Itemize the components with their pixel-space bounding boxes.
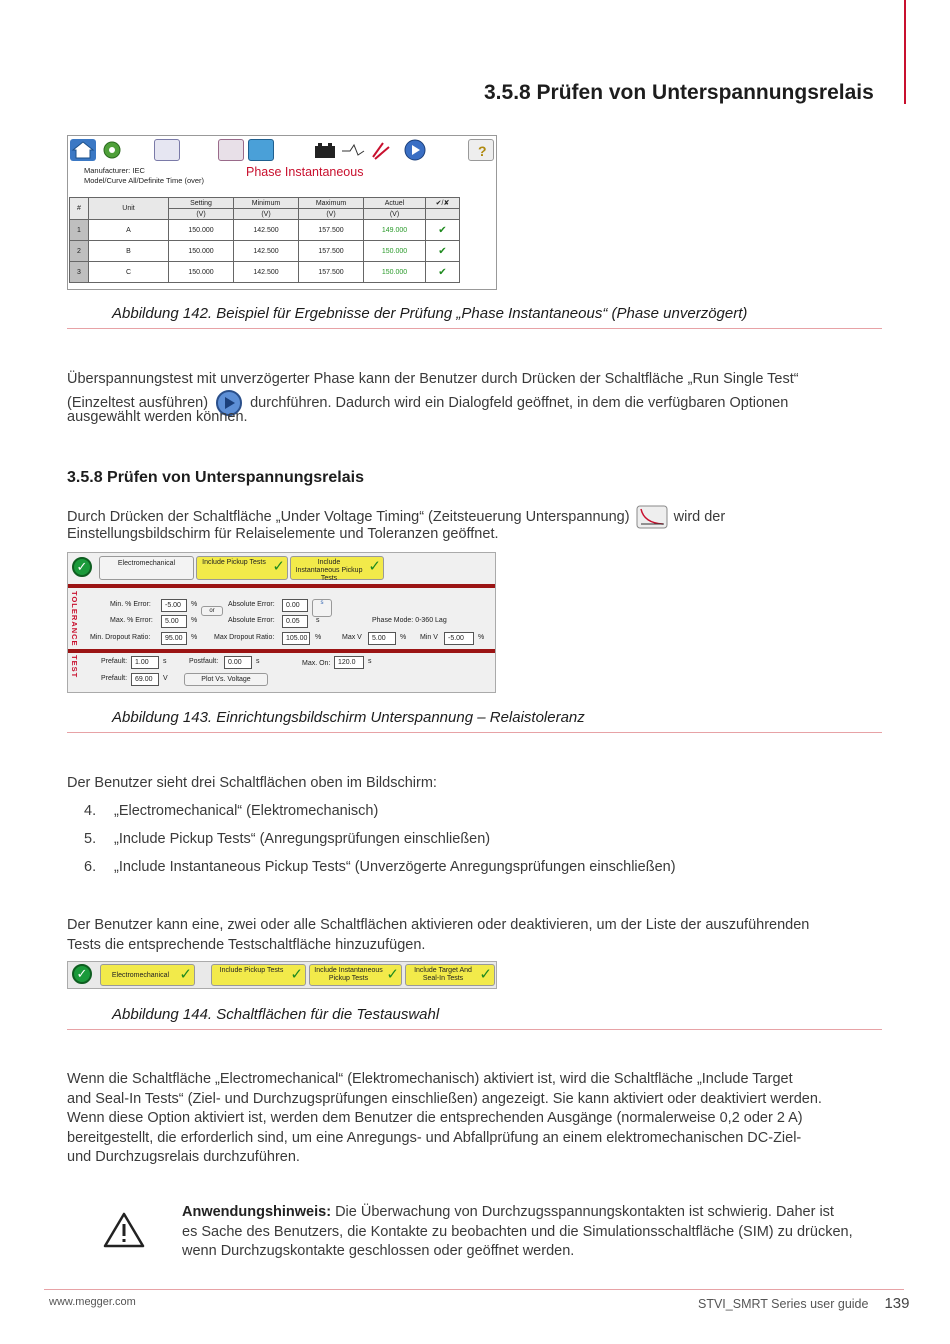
row-index: 1 xyxy=(70,220,89,241)
col-pass-header: ✔/✘ xyxy=(426,198,460,209)
row-minimum: 142.500 xyxy=(234,241,299,262)
paragraph-run-single-test xyxy=(67,370,882,427)
row-minimum: 142.500 xyxy=(234,262,299,283)
row-actual: 150.000 xyxy=(364,262,426,283)
prefault-time-label: Prefault: xyxy=(101,658,128,665)
row-unit: B xyxy=(89,241,169,262)
col-index-header: # xyxy=(70,198,89,220)
paragraph-under-voltage: Durch Drücken der Schaltfläche „Under Voltage Timing“ (Zeitsteuerung Unterspannung) wird der Einstellungsbildschirm für Relaiselemente und Toleranzen geöffnet. xyxy=(67,505,882,545)
electromechanical-button[interactable]: Electromechanical ✓ xyxy=(100,964,195,986)
prefault-voltage-input[interactable]: 69.00 xyxy=(131,673,159,686)
warning-icon xyxy=(103,1211,145,1254)
min-error-label: Min. % Error: xyxy=(110,601,151,608)
row-maximum: 157.500 xyxy=(299,262,364,283)
figure-142-caption: Abbildung 142. Beispiel für Ergebnisse der Prüfung „Phase Instantaneous“ (Phase unverzögert) xyxy=(112,305,748,322)
col-minimum-header: Minimum xyxy=(234,198,299,209)
caption-divider xyxy=(67,328,882,329)
tolerance-label: TOLERANCE xyxy=(70,591,79,647)
col-unit-header: Unit xyxy=(89,198,169,220)
para-line: (Einzeltest ausführen) durchführen. Dadurch wird ein Dialogfeld geöffnet, in dem die verfügbaren Optionen xyxy=(67,390,882,412)
include-pickup-tests-button[interactable]: Include Pickup Tests ✓ xyxy=(196,556,288,580)
plot-vs-voltage-button[interactable]: Plot Vs. Voltage xyxy=(184,673,268,686)
lightning-icon[interactable] xyxy=(367,139,393,161)
row-maximum: 157.500 xyxy=(299,241,364,262)
seconds-toggle[interactable]: s xyxy=(312,599,332,617)
electromechanical-button[interactable]: Electromechanical xyxy=(99,556,194,580)
max-dropout-input[interactable]: 105.00 xyxy=(282,632,310,645)
pass-check-icon: ✔ xyxy=(426,262,460,283)
row-unit: C xyxy=(89,262,169,283)
col-setting-header: Setting xyxy=(169,198,234,209)
phase-instantaneous-screenshot xyxy=(67,135,497,290)
max-v-label: Max V xyxy=(342,634,362,641)
manufacturer-label: Manufacturer: IEC xyxy=(84,166,145,175)
battery-icon[interactable] xyxy=(312,139,338,161)
test-label: TEST xyxy=(70,655,79,679)
checkmark-icon: ✓ xyxy=(272,558,285,575)
max-error-input[interactable]: 5.00 xyxy=(161,615,187,628)
row-actual: 150.000 xyxy=(364,241,426,262)
include-instantaneous-pickup-button[interactable]: Include Instantaneous Pickup Tests ✓ xyxy=(309,964,402,986)
model-label: Model/Curve All/Definite Time (over) xyxy=(84,176,205,185)
paragraph-activate-buttons: Der Benutzer kann eine, zwei oder alle Schaltflächen aktivieren oder deaktivieren, um der Liste der auszuführenden Tests die entsprechende Testschaltfläche hinzuzufügen. xyxy=(67,917,810,953)
row-setting: 150.000 xyxy=(169,241,234,262)
under-voltage-setup-screenshot: ✓ Electromechanical Include Pickup Tests ✓ Include Instantaneous Pickup Tests ✓ TOLERANCE Min. % Error: -5.00 % Max. % Error: 5.00 % or Absolute Error: 0.00 s Absolute Error: 0.05 s Phase Mode: 0-360 Lag Min. Dropout Ratio: 95.00 % Max Dropout Ratio: 105.00 % Max V 5.00 % Min V -5.00 % TEST Prefault: 1.00 s Postfault: 0.00 s Max. On: 120.0 s Prefault: 69.00 V Plot Vs. Voltage xyxy=(67,552,496,693)
run-single-test-icon[interactable] xyxy=(402,139,428,161)
row-setting: 150.000 xyxy=(169,220,234,241)
row-maximum: 157.500 xyxy=(299,220,364,241)
svg-text:?: ? xyxy=(478,143,487,159)
phase-mode-label: Phase Mode: 0-360 Lag xyxy=(372,617,447,624)
test-selection-buttons-screenshot xyxy=(67,961,497,989)
postfault-label: Postfault: xyxy=(189,658,219,665)
help-icon[interactable] xyxy=(468,139,494,161)
row-unit: A xyxy=(89,220,169,241)
figure-143-caption: Abbildung 143. Einrichtungsbildschirm Unterspannung – Relaistoleranz xyxy=(112,709,585,726)
page-title: 3.5.8 Prüfen von Unterspannungsrelais xyxy=(484,81,874,104)
min-error-input[interactable]: -5.00 xyxy=(161,599,187,612)
checkmark-icon[interactable]: ✓ xyxy=(72,964,92,984)
checkmark-icon: ✓ xyxy=(179,966,192,983)
max-on-label: Max. On: xyxy=(302,660,331,667)
or-toggle[interactable]: or xyxy=(201,606,223,616)
footer-guide: STVI_SMRT Series user guide 139 xyxy=(698,1295,910,1312)
table-row xyxy=(70,241,460,262)
header-accent-bar xyxy=(904,0,906,104)
row-index: 3 xyxy=(70,262,89,283)
list-item: 6. „Include Instantaneous Pickup Tests“ (Unverzögerte Anregungsprüfungen einschließen) xyxy=(84,859,676,875)
figure-144-caption: Abbildung 144. Schaltflächen für die Testauswahl xyxy=(112,1006,440,1023)
row-setting: 150.000 xyxy=(169,262,234,283)
postfault-input[interactable]: 0.00 xyxy=(224,656,252,669)
max-error-label: Max. % Error: xyxy=(110,617,153,624)
paragraph-electromechanical: Wenn die Schaltfläche „Electromechanical“ (Elektromechanisch) aktiviert ist, wird die Schaltfläche „Include Target and Seal-In Tests“ (Ziel- und Durchzugsprüfungen einschließen) angezeigt. Sie kann aktiviert oder deaktiviert werden. Wenn diese Option aktiviert ist, werden dem Benutzer die entsprechenden Ausgänge (normalerweise 0,2 oder 2 A) bereitgestellt, die erforderlich sind, um eine Anregungs- und Abfallprüfung an einem elektromechanischen DC-Ziel- und Durchzugsrelais durchzuführen. xyxy=(67,1071,822,1165)
absolute-error-label: Absolute Error: xyxy=(228,601,275,608)
para-line: Überspannungstest mit unverzögerter Phase kann der Benutzer durch Drücken der Schaltfläche „Run Single Test“ xyxy=(67,371,799,387)
section-divider xyxy=(68,584,496,588)
under-voltage-timing-icon xyxy=(636,505,668,529)
row-actual: 149.000 xyxy=(364,220,426,241)
include-instantaneous-pickup-button[interactable]: Include Instantaneous Pickup Tests ✓ xyxy=(290,556,384,580)
settings-gear-icon[interactable] xyxy=(99,139,125,161)
checkmark-icon: ✓ xyxy=(290,966,303,983)
home-icon[interactable] xyxy=(70,139,96,161)
col-actual-header: Actuel xyxy=(364,198,426,209)
max-v-input[interactable]: 5.00 xyxy=(368,632,396,645)
note-label: Anwendungshinweis: xyxy=(182,1204,332,1220)
max-dropout-label: Max Dropout Ratio: xyxy=(214,634,275,641)
unit-minimum: (V) xyxy=(234,209,299,220)
page-number: 139 xyxy=(884,1295,910,1312)
unit-maximum: (V) xyxy=(299,209,364,220)
timing-icon[interactable] xyxy=(340,139,366,161)
max-on-input[interactable]: 120.0 xyxy=(334,656,364,669)
footer-divider xyxy=(44,1289,904,1290)
unit-blank xyxy=(426,209,460,220)
pass-check-icon: ✔ xyxy=(426,241,460,262)
results-table xyxy=(69,197,460,283)
min-dropout-label: Min. Dropout Ratio: xyxy=(90,634,151,641)
table-row xyxy=(70,220,460,241)
include-pickup-tests-button[interactable]: Include Pickup Tests ✓ xyxy=(211,964,306,986)
row-minimum: 142.500 xyxy=(234,220,299,241)
unit-actual: (V) xyxy=(364,209,426,220)
include-target-seal-in-button[interactable]: Include Target And Seal-In Tests ✓ xyxy=(405,964,495,986)
pass-check-icon: ✔ xyxy=(426,220,460,241)
table-row xyxy=(70,262,460,283)
col-maximum-header: Maximum xyxy=(299,198,364,209)
results-title: Phase Instantaneous xyxy=(246,165,364,179)
absolute-error-input[interactable]: 0.00 xyxy=(282,599,308,612)
unit-setting: (V) xyxy=(169,209,234,220)
monitor-icon[interactable] xyxy=(248,139,274,161)
prefault-voltage-label: Prefault: xyxy=(101,675,128,682)
list-item: 5. „Include Pickup Tests“ (Anregungsprüfungen einschließen) xyxy=(84,831,491,847)
list-item: 4. „Electromechanical“ (Elektromechanisch) xyxy=(84,803,379,819)
para-line: ausgewählt werden können. xyxy=(67,408,248,425)
min-dropout-input[interactable]: 95.00 xyxy=(161,632,187,645)
row-index: 2 xyxy=(70,241,89,262)
absolute-error-time-input[interactable]: 0.05 xyxy=(282,615,308,628)
calculator-icon[interactable] xyxy=(154,139,180,161)
section-divider xyxy=(68,649,496,653)
caption-divider xyxy=(67,732,882,733)
min-v-input[interactable]: -5.00 xyxy=(444,632,474,645)
checkmark-icon: ✓ xyxy=(386,966,399,983)
checkmark-icon: ✓ xyxy=(368,558,381,575)
footer-url: www.megger.com xyxy=(49,1296,136,1308)
min-v-label: Min V xyxy=(420,634,438,641)
relay-config-icon[interactable] xyxy=(218,139,244,161)
prefault-time-input[interactable]: 1.00 xyxy=(131,656,159,669)
section-heading: 3.5.8 Prüfen von Unterspannungsrelais xyxy=(67,469,364,486)
checkmark-icon: ✓ xyxy=(479,966,492,983)
application-note: Anwendungshinweis: Die Überwachung von Durchzugsspannungskontakten ist schwierig. Daher ist es Sache des Benutzers, die Kontakte zu beobachten und die Simulationsschaltfläche (SIM) zu drücken, wenn Durchzugskontakte geschlossen oder geöffnet werden. xyxy=(182,1204,853,1259)
caption-divider xyxy=(67,1029,882,1030)
absolute-error-label: Absolute Error: xyxy=(228,617,275,624)
checkmark-icon[interactable]: ✓ xyxy=(72,557,92,577)
paragraph-buttons-intro: Der Benutzer sieht drei Schaltflächen oben im Bildschirm: xyxy=(67,775,437,791)
